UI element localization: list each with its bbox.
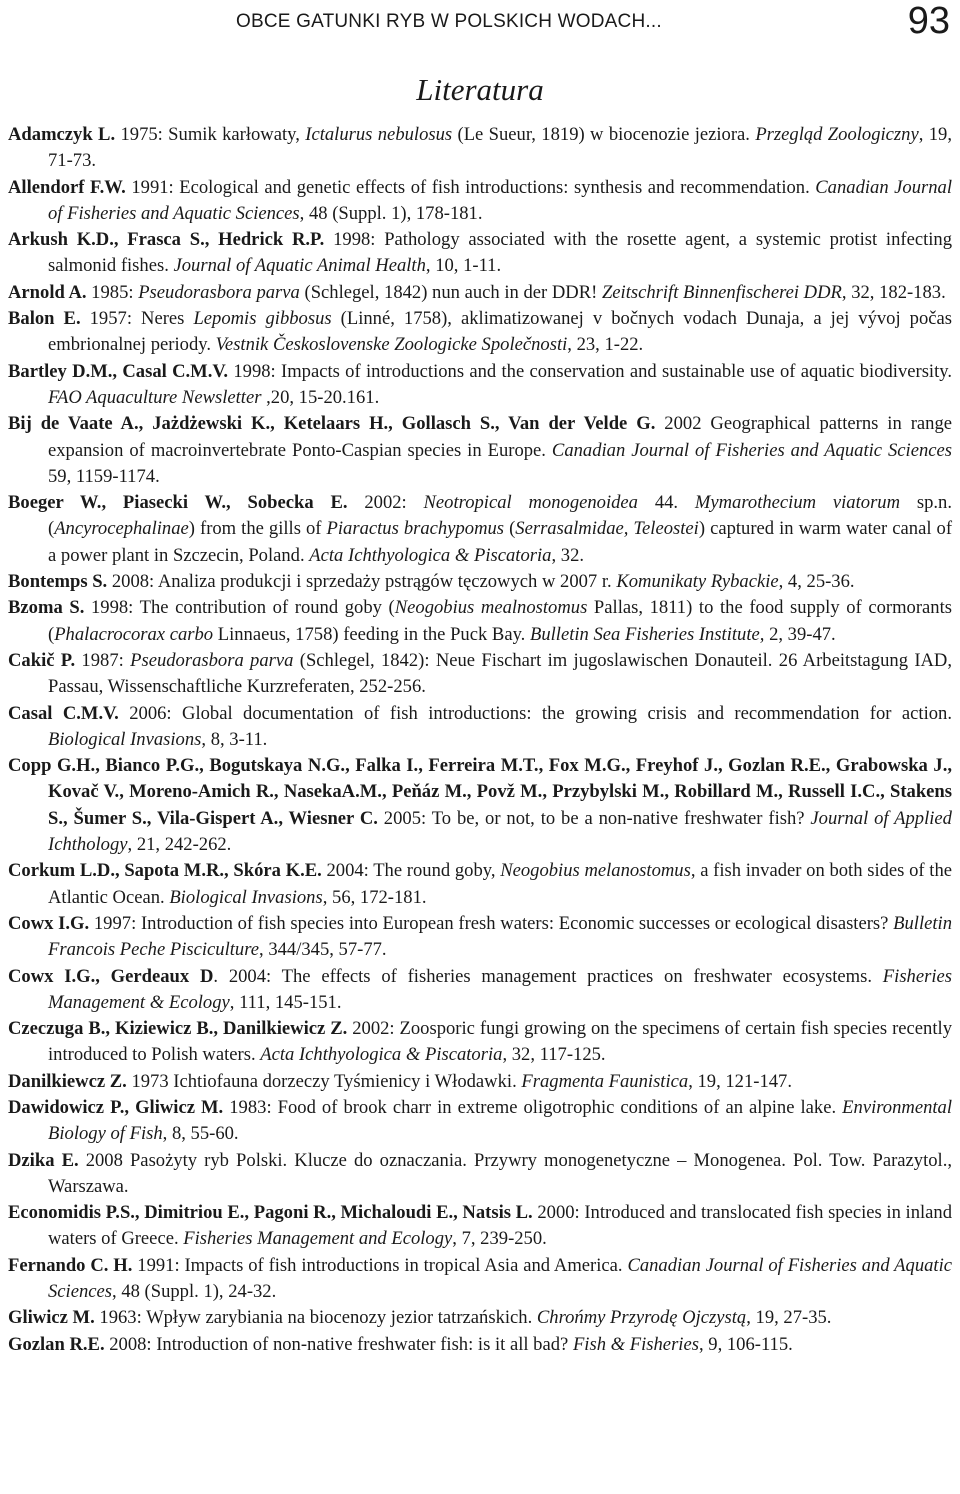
page-header bbox=[0, 0, 960, 44]
reference-text: (Schlegel, 1842) nun auch in der DDR! bbox=[299, 281, 602, 303]
reference-entry bbox=[8, 227, 952, 280]
reference-entry bbox=[8, 1016, 952, 1069]
running-title: OBCE GATUNKI RYB W POLSKICH WODACH... bbox=[236, 11, 662, 32]
reference-text: 1973 Ichtiofauna dorzeczy Tyśmienicy i Włodawki. bbox=[126, 1070, 522, 1092]
reference-text: , 48 (Suppl. 1), 178-181. bbox=[299, 202, 483, 224]
reference-italic: Piaractus brachypomus bbox=[326, 518, 505, 540]
reference-authors: Czeczuga B., Kiziewicz B., Danilkiewicz Z. bbox=[8, 1018, 348, 1040]
reference-italic: Bulletin Francois Peche Pisciculture bbox=[48, 912, 952, 961]
reference-list bbox=[8, 122, 952, 1358]
reference-entry bbox=[8, 306, 952, 359]
reference-text: , 19, 121-147. bbox=[688, 1070, 792, 1092]
reference-italic: Fragmenta Faunistica bbox=[521, 1070, 689, 1092]
reference-text: Linnaeus, 1758) feeding in the Puck Bay. bbox=[213, 623, 530, 645]
reference-text: 2008: Analiza produkcji i sprzedaży pstrągów tęczowych w 2007 r. bbox=[107, 571, 617, 593]
reference-text: (Schlegel, 1842): Neue Fischart im jugoslawischen Donauteil. 26 Arbeitstagung IAD, Passau, Wissenschaftliche Kurzreferaten, 252-256. bbox=[48, 649, 953, 698]
reference-text: (Le Sueur, 1819) w biocenozie jeziora. bbox=[452, 124, 756, 145]
reference-authors: Copp G.H., Bianco P.G., Bogutskaya N.G., Falka I., Ferreira M.T., Fox M.G., Freyhof J., Gozlan R.E., Grabowska J., Kovač V., Moreno-Amich R., NasekaA.M., Peňáz M., Povž M., Przybylski M., Robillard M., Russell I.C., Stakens S., Šumer S., Vila-Gispert A., Wiesner C. bbox=[8, 755, 952, 829]
reference-text: 2006: Global documentation of fish introductions: the growing crisis and recommendation for action. bbox=[118, 702, 952, 724]
reference-italic: Fisheries Management and Ecology bbox=[183, 1228, 453, 1250]
reference-italic: Neogobius melanostomus bbox=[500, 860, 691, 882]
reference-authors: Casal C.M.V. bbox=[8, 702, 119, 724]
reference-entry bbox=[8, 1253, 952, 1306]
reference-text: 1957: Neres bbox=[80, 308, 194, 330]
reference-italic: Environmental Biology of Fish bbox=[48, 1096, 952, 1145]
reference-authors: Dawidowicz P., Gliwicz M. bbox=[8, 1096, 224, 1118]
reference-text: 2004: The round goby, bbox=[321, 860, 501, 882]
reference-text: 1998: Pathology associated with the rosette agent, a systemic protist infecting salmonid fishes. bbox=[48, 229, 953, 277]
reference-authors: Gozlan R.E. bbox=[8, 1333, 105, 1355]
reference-italic: Journal of Aquatic Animal Health bbox=[173, 255, 426, 277]
reference-italic: Journal of Applied Ichthology bbox=[48, 807, 952, 856]
reference-italic: Fisheries Management & Ecology bbox=[48, 965, 952, 1013]
reference-authors: Cowx I.G., Gerdeaux D bbox=[8, 965, 214, 987]
reference-entry bbox=[8, 1148, 952, 1201]
reference-italic: Canadian Journal of Fisheries and Aquatic Sciences bbox=[48, 176, 953, 224]
reference-text: 44. bbox=[637, 492, 695, 514]
reference-text: Pallas, 1811) to the food supply of cormorants ( bbox=[48, 597, 952, 645]
reference-text: , 111, 145-151. bbox=[229, 991, 342, 1013]
reference-italic: Ictalurus nebulosus bbox=[305, 124, 453, 145]
reference-text: , 32. bbox=[551, 544, 585, 566]
reference-text: ) from the gills of bbox=[188, 518, 327, 540]
reference-text: ( bbox=[504, 518, 516, 540]
reference-text: ,20, 15-20.161. bbox=[261, 386, 380, 408]
reference-entry bbox=[8, 359, 952, 412]
reference-text: , 8, 3-11. bbox=[201, 728, 268, 750]
reference-entry bbox=[8, 280, 952, 306]
reference-text: ) captured in warm water canal of a power plant in Szczecin, Poland. bbox=[48, 518, 953, 566]
reference-text: 1991: Impacts of fish introductions in tropical Asia and America. bbox=[132, 1254, 628, 1276]
reference-italic: Ancyrocephalinae bbox=[54, 518, 189, 540]
reference-authors: Bij de Vaate A., Jażdżewski K., Ketelaars H., Gollasch S., Van der Velde G. bbox=[8, 413, 656, 435]
reference-italic: Serrasalmidae, Teleostei bbox=[515, 518, 699, 540]
reference-entry bbox=[8, 1095, 952, 1148]
reference-text: , 8, 55-60. bbox=[162, 1123, 239, 1145]
reference-entry bbox=[8, 569, 952, 595]
reference-entry bbox=[8, 1305, 952, 1331]
section-title: Literatura bbox=[416, 72, 544, 107]
reference-entry bbox=[8, 490, 952, 569]
reference-italic: Phalacrocorax carbo bbox=[54, 623, 214, 645]
reference-authors: Allendorf F.W. bbox=[8, 176, 126, 198]
reference-italic: Biological Invasions bbox=[48, 728, 202, 750]
reference-italic: Bulletin Sea Fisheries Institute, bbox=[529, 623, 765, 645]
reference-entry bbox=[8, 122, 952, 175]
reference-text: 1997: Introduction of fish species into European fresh waters: Economic successes or ecological disasters? bbox=[89, 912, 894, 934]
reference-italic: Canadian Journal of Fisheries and Aquatic Sciences bbox=[48, 1254, 953, 1303]
reference-entry bbox=[8, 701, 952, 754]
reference-text: , a fish invader on both sides of the Atlantic Ocean. bbox=[48, 860, 952, 908]
reference-text: , 4, 25-36. bbox=[778, 571, 855, 593]
reference-italic: Pseudorasbora parva bbox=[130, 649, 294, 671]
reference-authors: Fernando C. H. bbox=[8, 1254, 133, 1276]
reference-italic: Fish & Fisheries bbox=[572, 1333, 699, 1355]
reference-entry bbox=[8, 648, 952, 701]
reference-text: , 23, 1-22. bbox=[567, 334, 644, 356]
reference-authors: Boeger W., Piasecki W., Sobecka E. bbox=[8, 492, 348, 514]
reference-text: , 32, 117-125. bbox=[502, 1044, 606, 1066]
reference-italic: Acta Ichthyologica & Piscatoria bbox=[309, 544, 552, 566]
reference-text: 1998: The contribution of round goby ( bbox=[84, 597, 395, 619]
reference-text: 2008: Introduction of non-native freshwater fish: is it all bad? bbox=[104, 1333, 573, 1355]
reference-italic: Zeitschrift Binnenfischerei DDR bbox=[601, 281, 842, 303]
reference-entry bbox=[8, 858, 952, 911]
reference-text: , 10, 1-11. bbox=[425, 255, 502, 277]
reference-text: 2008 Pasożyty ryb Polski. Klucze do oznaczania. Przywry monogenetyczne – Monogenea. Pol. Tow. Parazytol., Warszawa. bbox=[48, 1149, 952, 1197]
reference-entry bbox=[8, 753, 952, 858]
reference-text: 1975: Sumik karłowaty, bbox=[115, 124, 306, 145]
reference-text: , 19, 71-73. bbox=[48, 124, 952, 172]
reference-text: 1985: bbox=[86, 281, 139, 303]
page-number: 93 bbox=[907, 0, 950, 42]
reference-text: 2002: Zoosporic fungi growing on the specimens of certain fish species recently introduced to Polish waters. bbox=[48, 1018, 952, 1066]
reference-italic: FAO Aquaculture Newsletter bbox=[48, 386, 262, 408]
reference-italic: Biological Invasions bbox=[169, 886, 323, 908]
reference-text: 1987: bbox=[75, 649, 131, 671]
reference-authors: Balon E. bbox=[8, 308, 81, 330]
reference-entry bbox=[8, 964, 952, 1017]
reference-authors: Bzoma S. bbox=[8, 597, 85, 619]
reference-text: , 56, 172-181. bbox=[322, 886, 427, 908]
reference-authors: Arkush K.D., Frasca S., Hedrick R.P. bbox=[8, 229, 325, 251]
reference-text: , 9, 106-115. bbox=[698, 1333, 793, 1355]
reference-italic: Chrońmy Przyrodę Ojczystą bbox=[536, 1307, 747, 1329]
reference-authors: Cowx I.G. bbox=[8, 912, 90, 934]
reference-authors: Danilkiewcz Z. bbox=[8, 1070, 127, 1092]
reference-text: . 2004: The effects of fisheries management practices on freshwater ecosystems. bbox=[213, 965, 883, 987]
reference-authors: Cakič P. bbox=[8, 649, 76, 671]
reference-entry bbox=[8, 175, 952, 228]
reference-entry bbox=[8, 1069, 952, 1095]
reference-authors: Bartley D.M., Casal C.M.V. bbox=[8, 360, 229, 382]
reference-authors: Bontemps S. bbox=[8, 571, 108, 593]
reference-text: 2000: Introduced and translocated fish species in inland waters of Greece. bbox=[48, 1202, 953, 1250]
reference-italic: Lepomis gibbosus bbox=[193, 308, 332, 330]
reference-entry bbox=[8, 1200, 952, 1253]
reference-text: 2005: To be, or not, to be a non-native freshwater fish? bbox=[377, 807, 811, 829]
reference-italic: Komunikaty Rybackie bbox=[616, 571, 779, 593]
reference-text: 1998: Impacts of introductions and the conservation and sustainable use of aquatic biodiversity. bbox=[228, 360, 953, 382]
reference-text: sp.n. ( bbox=[48, 492, 952, 540]
reference-text: 2, 39-47. bbox=[764, 623, 836, 645]
reference-italic: Neotropical monogenoidea bbox=[423, 492, 638, 514]
reference-text: 1991: Ecological and genetic effects of fish introductions: synthesis and recommendation. bbox=[125, 176, 816, 198]
reference-entry bbox=[8, 411, 952, 490]
reference-italic: Vestnik Československe Zoologicke Společnosti bbox=[215, 334, 568, 356]
reference-authors: Arnold A. bbox=[8, 281, 87, 303]
reference-entry bbox=[8, 1332, 952, 1358]
reference-entry bbox=[8, 911, 952, 964]
reference-text: (Linné, 1758), aklimatizowanej v bočnych vodach Dunaja, a jej vývoj počas embrionalnej periody. bbox=[48, 308, 953, 356]
reference-text: 2002 Geographical patterns in range expansion of macroinvertebrate Ponto-Caspian species in Europe. bbox=[48, 413, 952, 461]
reference-authors: Dzika E. bbox=[8, 1149, 79, 1171]
reference-text: , 21, 242-262. bbox=[127, 834, 232, 856]
reference-text: , 19, 27-35. bbox=[746, 1307, 832, 1329]
reference-italic: Canadian Journal of Fisheries and Aquatic Sciences bbox=[551, 439, 953, 461]
reference-authors: Adamczyk L. bbox=[8, 124, 116, 145]
reference-text: 2002: bbox=[347, 492, 424, 514]
reference-italic: Przegląd Zoologiczny bbox=[755, 124, 919, 145]
reference-text: 1963: Wpływ zarybiania na biocenozy jezior tatrzańskich. bbox=[94, 1307, 537, 1329]
reference-text: 59, 1159-1174. bbox=[48, 465, 160, 487]
reference-italic: Pseudorasbora parva bbox=[138, 281, 300, 303]
reference-authors: Economidis P.S., Dimitriou E., Pagoni R., Michaloudi E., Natsis L. bbox=[8, 1202, 533, 1224]
reference-authors: Gliwicz M. bbox=[8, 1307, 95, 1329]
reference-text: , 7, 239-250. bbox=[452, 1228, 547, 1250]
reference-text: , 48 (Suppl. 1), 24-32. bbox=[112, 1281, 277, 1303]
reference-text: , 344/345, 57-77. bbox=[259, 939, 387, 961]
reference-italic: Neogobius mealnostomus bbox=[394, 597, 588, 619]
reference-text: , 32, 182-183. bbox=[841, 281, 946, 303]
reference-text: 1983: Food of brook charr in extreme oligotrophic conditions of an alpine lake. bbox=[223, 1096, 843, 1118]
reference-entry bbox=[8, 595, 952, 648]
reference-authors: Corkum L.D., Sapota M.R., Skóra K.E. bbox=[8, 860, 322, 882]
reference-italic: Acta Ichthyologica & Piscatoria bbox=[260, 1044, 503, 1066]
reference-italic: Mymarothecium viatorum bbox=[694, 492, 901, 514]
